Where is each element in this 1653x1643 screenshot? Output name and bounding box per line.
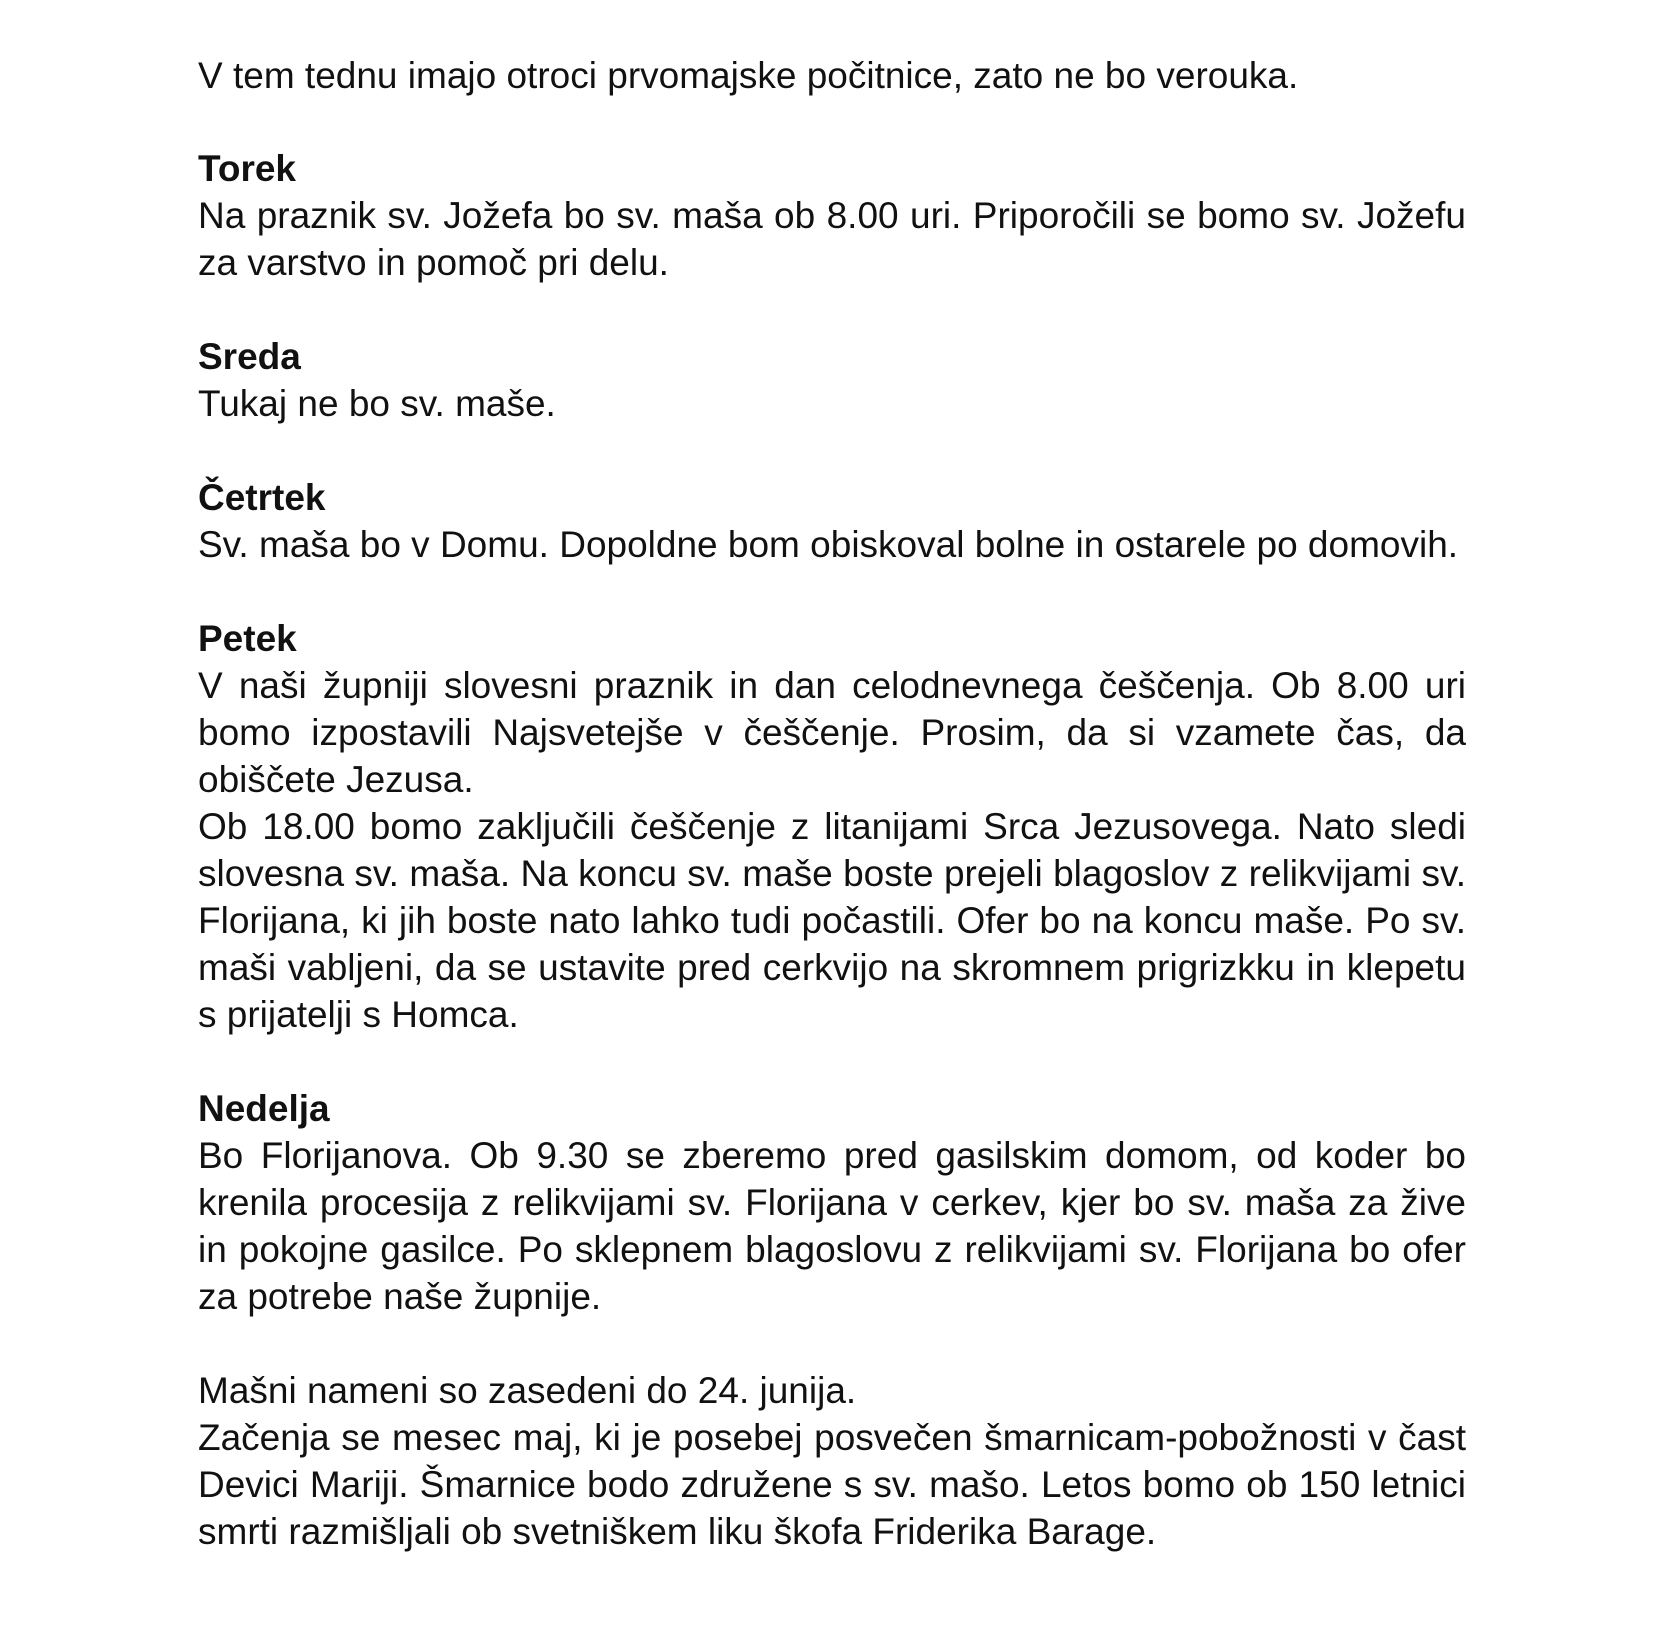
section-paragraph: Sv. maša bo v Domu. Dopoldne bom obiskoval bolne in ostarele po domovih. [198, 524, 1459, 565]
section-paragraph: Tukaj ne bo sv. maše. [198, 383, 556, 424]
section-heading: Četrtek [198, 477, 326, 518]
section-torek [198, 145, 1466, 286]
section-heading: Petek [198, 618, 297, 659]
note-paragraph: Začenja se mesec maj, ki je posebej posvečen šmarnicam-pobožnosti v čast Devici Mariji. Šmarnice bodo združene s sv. mašo. Letos bomo ob 150 letnici smrti razmišljali ob svetniškem liku škofa Friderika Barage. [198, 1417, 1466, 1552]
section-cetrtek [198, 474, 1466, 568]
section-heading: Nedelja [198, 1088, 330, 1129]
intro-paragraph: V tem tednu imajo otroci prvomajske počitnice, zato ne bo verouka. [198, 55, 1299, 96]
section-paragraph: Ob 18.00 bomo zaključili češčenje z litanijami Srca Jezusovega. Nato sledi slovesna sv. maša. Na koncu sv. maše boste prejeli blagoslov z relikvijami sv. Florijana, ki jih boste nato lahko tudi počastili. Ofer bo na koncu maše. Po sv. maši vabljeni, da se ustavite pred cerkvijo na skromnem prigrizkku in klepetu s prijatelji s Homca. [198, 806, 1466, 1035]
section-heading: Sreda [198, 336, 301, 377]
note-paragraph: Mašni nameni so zasedeni do 24. junija. [198, 1370, 857, 1411]
document-page [198, 52, 1466, 1555]
section-nedelja [198, 1085, 1466, 1320]
closing-notes [198, 1367, 1466, 1555]
section-petek [198, 615, 1466, 1038]
section-paragraph: V naši župniji slovesni praznik in dan celodnevnega češčenja. Ob 8.00 uri bomo izpostavili Najsvetejše v češčenje. Prosim, da si vzamete čas, da obiščete Jezusa. [198, 665, 1466, 800]
section-heading: Torek [198, 148, 297, 189]
section-paragraph: Na praznik sv. Jožefa bo sv. maša ob 8.00 uri. Priporočili se bomo sv. Jožefu za varstvo in pomoč pri delu. [198, 195, 1466, 283]
section-paragraph: Bo Florijanova. Ob 9.30 se zberemo pred gasilskim domom, od koder bo krenila procesija z relikvijami sv. Florijana v cerkev, kjer bo sv. maša za žive in pokojne gasilce. Po sklepnem blagoslovu z relikvijami sv. Florijana bo ofer za potrebe naše župnije. [198, 1135, 1466, 1317]
section-sreda [198, 333, 1466, 427]
